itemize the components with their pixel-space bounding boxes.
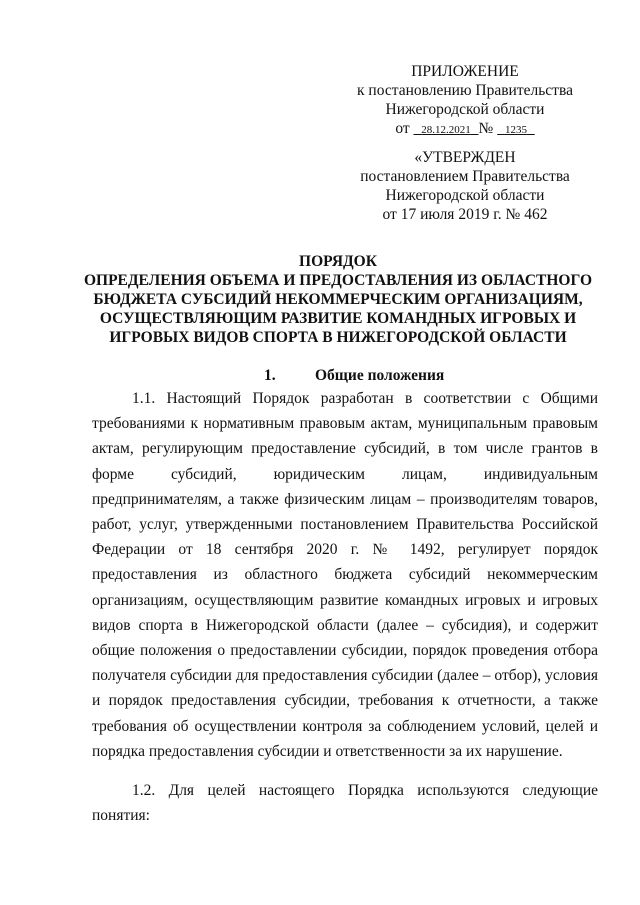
appendix-line-1: к постановлению Правительства <box>357 82 573 99</box>
approved-title: «УТВЕРЖДЕН <box>414 149 516 166</box>
section-title: Общие положения <box>315 367 445 384</box>
approved-line-1: постановлением Правительства <box>360 168 570 185</box>
title-line: ОПРЕДЕЛЕНИЯ ОБЪЕМА И ПРЕДОСТАВЛЕНИЯ ИЗ ОБЛАСТНОГО <box>83 272 593 289</box>
document-title <box>78 252 598 347</box>
decree-number: 1235 <box>504 124 527 136</box>
appendix-title: ПРИЛОЖЕНИЕ <box>411 63 519 80</box>
number-label: № <box>478 120 494 137</box>
title-line: БЮДЖЕТА СУБСИДИЙ НЕКОММЕРЧЕСКИМ ОРГАНИЗАЦИЯМ, <box>93 291 583 308</box>
appendix-line-2: Нижегородской области <box>385 101 545 118</box>
approved-block <box>330 148 600 224</box>
section-number: 1. <box>264 367 276 384</box>
approved-line-2: Нижегородской области <box>385 187 545 204</box>
paragraph-1-2: 1.2. Для целей настоящего Порядка используются следующие понятия: <box>92 782 598 825</box>
title-line: ПОРЯДОК <box>299 253 377 270</box>
decree-date: 28.12.2021 <box>421 124 471 136</box>
title-line: ОСУЩЕСТВЛЯЮЩИМ РАЗВИТИЕ КОМАНДНЫХ ИГРОВЫХ И <box>99 310 577 327</box>
appendix-block <box>330 62 600 140</box>
paragraph-1-1: 1.1. Настоящий Порядок разработан в соответствии с Общими требованиями к нормативным правовым актам, муниципальным правовым актам, регулирующим предоставление субсидий, в том числе грантов в форме субсидий, юридическим лицам, индивидуальным предпринимателям, а также физическим лицам – производителям товаров, работ, услуг, утвержденными постановлением Правительства Российской Федерации от 18 сентября 2020 г. № 1492, регулирует порядок предоставления из областного бюджета субсидий некоммерческим организациям, осуществляющим развитие командных игровых и игровых видов спорта в Нижегородской области (далее – субсидия), и содержит общие положения о предоставлении субсидии, порядок проведения отбора получателя субсидии для предоставления субсидии (далее – отбор), условия и порядок предоставления субсидии, требования к отчетности, а также требования об осуществлении контроля за соблюдением условий, целей и порядка предоставления субсидии и ответственности за их нарушение. <box>92 390 598 760</box>
from-label: от <box>395 120 410 137</box>
title-line: ИГРОВЫХ ВИДОВ СПОРТА В НИЖЕГОРОДСКОЙ ОБЛАСТИ <box>109 329 567 346</box>
approved-line-3: от 17 июля 2019 г. № 462 <box>382 206 548 223</box>
appendix-date-line <box>330 119 600 140</box>
